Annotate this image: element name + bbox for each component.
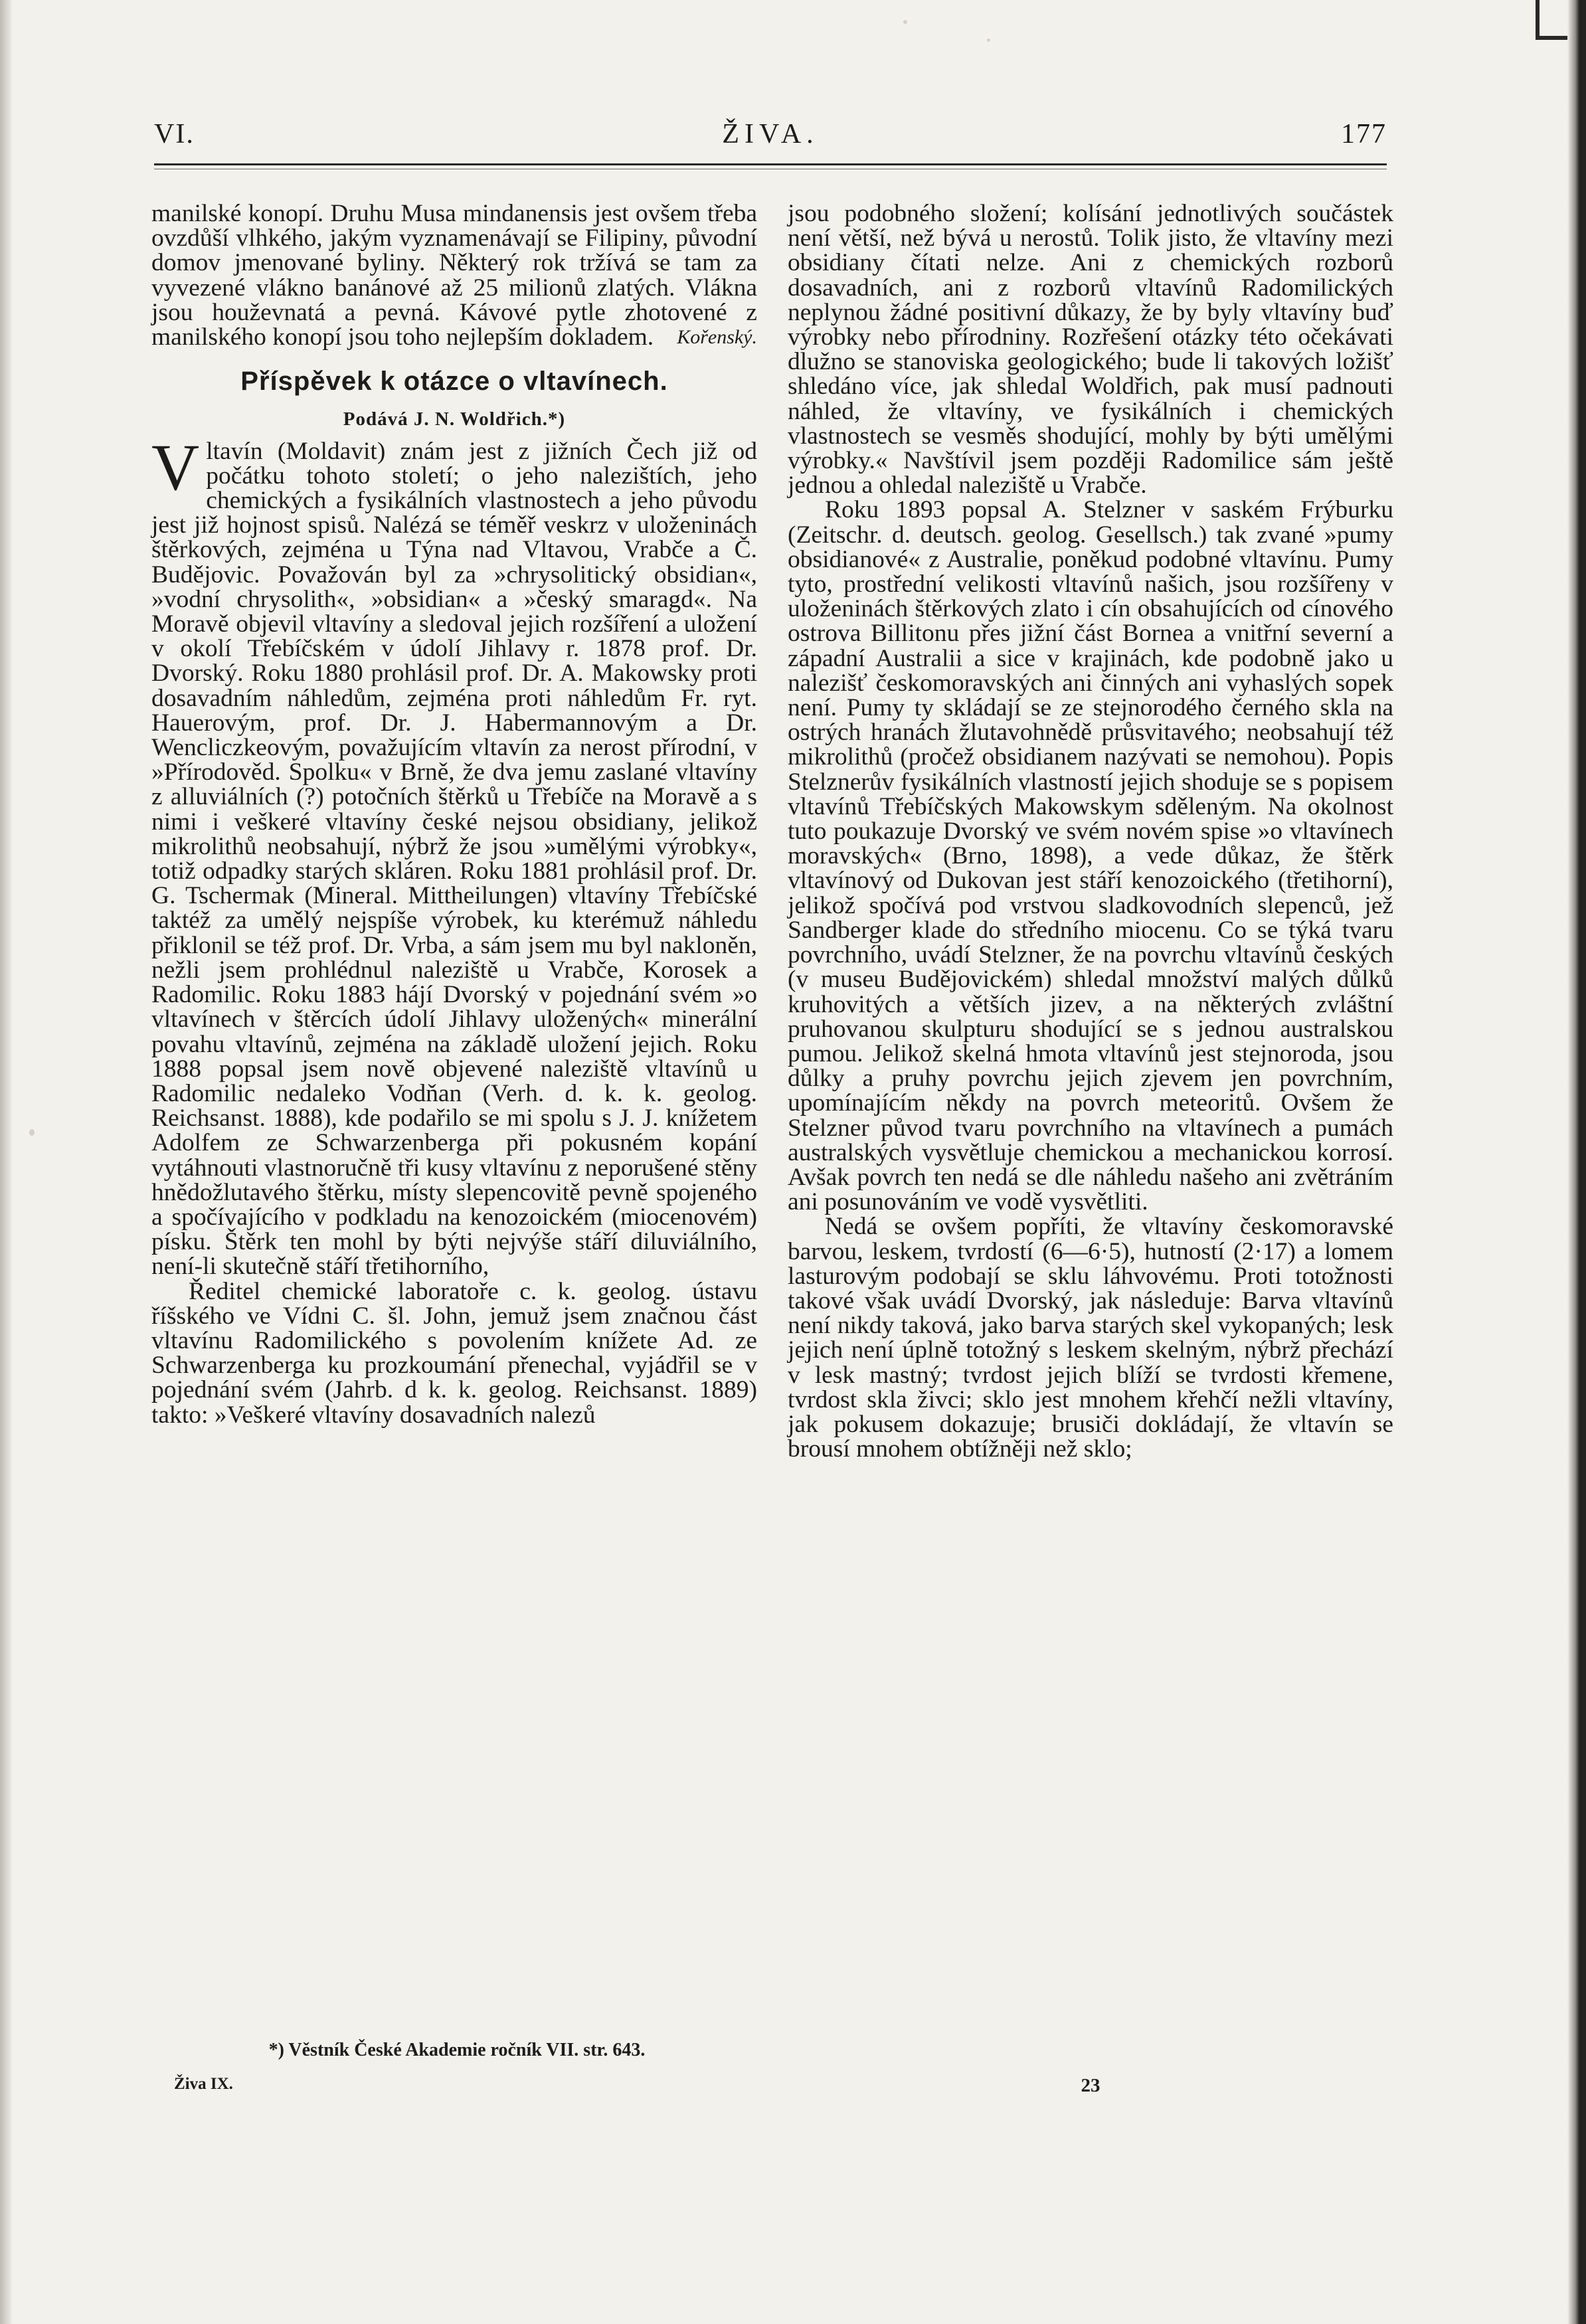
sheet-number: 23 xyxy=(1081,2075,1101,2096)
footnote: *) Věstník České Akademie ročník VII. str. 643. xyxy=(268,2040,646,2060)
foxing-spot xyxy=(29,1129,35,1136)
corner-crop-mark xyxy=(1536,0,1567,40)
scan-edge-right xyxy=(1567,0,1586,2324)
paragraph-3: jsou podobného složení; kolísání jednotlivých součástek není větší, než bývá u nerostů. Tolik jisto, že vltavíny mezi obsidiany čítati nelze. Ani z chemických rozborů dosavadních, ani z rozborů vltavínů Radomilických neplynou žádné positivní důkazy, že by byly vltavíny buď výrobky nebo přírodniny. Rozřešení otázky této očekávati dlužno se stanoviska geologického; bude li takových ložišť shledáno více, jak shledal Woldřich, pak musí padnouti náhled, že vltavíny, ve fysikálních i chemických vlastnostech se vesměs shodující, mohly by býti umělými výrobky.« Navštívil jsem později Radomilice sám ještě jednou a ohledal naleziště u Vrabče. xyxy=(788,200,1393,499)
running-header xyxy=(154,118,1387,158)
header-page-number: 177 xyxy=(1341,119,1387,149)
paragraph-intro-signature: Kořenský. xyxy=(677,326,757,349)
article-byline: Podává J. N. Woldřich.*) xyxy=(343,408,566,430)
printers-signature-mark: Živa IX. xyxy=(174,2075,233,2093)
paragraph-intro-text: manilské konopí. Druhu Musa mindanensis jest ovšem třeba ovzdůší vlhkého, jakým vyznamenávají se Filipiny, původní domov jmenované byliny. Některý rok tržívá se tam za vyvezené vlákno banánové až 25 milionů zlatých. Vlákna jsou houževnatá a pevná. Kávové pytle zhotovené z manilského konopí jsou toho nejlepším dokladem. xyxy=(151,200,757,351)
paragraph-1-text: ltavín (Moldavit) znám jest z jižních Čech již od počátku tohoto století; o jeho nalezištích, jeho chemických a fysikálních vlastnostech a jeho původu jest již hojnost spisů. Nalézá se téměř veskrz v uloženinách štěrkových, zejména u Týna nad Vltavou, Vrabče a Č. Budějovic. Považován byl za »chrysolitický obsidian«, »vodní chrysolith«, »obsidian« a »český smaragd«. Na Moravě objevil vltavíny a sledoval jejich rozšíření a uložení v okolí Třebíčském v údolí Jihlavy r. 1878 prof. Dr. Dvorský. Roku 1880 prohlásil prof. Dr. A. Makowsky proti dosavadním náhledům, zejména proti náhledům Fr. ryt. Hauerovým, prof. Dr. J. Habermannovým a Dr. Wencliczkeovým, považujícím vltavín za nerost přírodní, v »Přírodověd. Spolku« v Brně, že dva jemu zaslané vltavíny z alluviálních (?) potočních štěrků u Třebíče na Moravě a s nimi i veškeré vltavíny české nejsou obsidiany, jelikož mikrolithů neobsahují, nýbrž že jsou »umělými výrobky«, totiž odpadky starých skláren. Roku 1881 prohlásil prof. Dr. G. Tschermak (Mineral. Mittheilungen) vltavíny Třebíčské taktéž za umělý nejspíše výrobek, ku kterémuž náhledu přiklonil se též prof. Dr. Vrba, a sám jsem mu byl nakloněn, nežli jsem prohlédnul naleziště u Vrabče, Korosek a Radomilic. Roku 1883 hájí Dvorský v pojednání svém »o vltavínech v štěrcích údolí Jihlavy uložených« minerální povahu vltavínů, zejména na základě uložení jejich. Roku 1888 popsal jsem nově objevené naleziště vltavínů u Radomilic nedaleko Vodňan (Verh. d. k. k. geolog. Reichsanst. 1888), kde podařilo se mi spolu s J. J. knížetem Adolfem ze Schwarzenberga při pokusném kopání vytáhnouti vlastnoručně tři kusy vltavínu z neporušené stěny hnědožlutavého štěrku, místy slepencovitě pevně spojeného a spočívajícího v podkladu na kenozoickém (miocenovém) písku. Štěrk ten mohl by býti nejvýše stáří diluviálního, není-li skutečně stáří třetihorního, xyxy=(151,437,757,1281)
article-heading: Příspěvek k otázce o vltavínech. xyxy=(240,367,668,397)
paragraph-4: Roku 1893 popsal A. Stelzner v saském Frýburku (Zeitschr. d. deutsch. geolog. Gesellsch.) tak zvané »pumy obsidianové« z Australie, poněkud podobné vltavínu. Pumy tyto, prostřední velikosti vltavínů našich, jsou rozšířeny v uloženinách štěrkových zlato i cín obsahujících od cínového ostrova Billitonu přes jižní část Bornea a vnitřní severní a západní Australii a sice v krajinách, kde podobně jako u nalezišť českomoravských ani činných ani vyhaslých sopek není. Pumy ty skládají se ze stejnorodého černého skla na ostrých hranách žlutavohnědě průsvitavého; neobsahují též mikrolithů (pročež obsidianem nazývati se nemohou). Popis Stelznerův fysikálních vlastností jejich shoduje se s popisem vltavínů Třebíčských Makowskym sděleným. Na okolnost tuto poukazuje Dvorský ve svém novém spise »o vltavínech moravských« (Brno, 1898), a vede důkaz, že štěrk vltavínový od Dukovan jest stáří kenozoického (třetihorní), jelikož spočívá pod vrstvou sladkovodních slepenců, jež Sandberger klade do středního miocenu. Co se týká tvaru povrchního, uvádí Stelzner, že na povrchu vltavínů českých (v museu Budějovickém) shledal množství malých důlků kruhovitých a větších jizev, a na některých zvláštní pruhovanou skulpturu shodující se s jednou australskou pumou. Jelikož skelná hmota vltavínů jest stejnoroda, jsou důlky a pruhy povrchu jejich zjevem jen povrchním, upomínajícím někdy na povrch meteoritů. Ovšem že Stelzner původ tvaru povrchního na vltavínech a pumách australských vysvětluje chemickou a mechanickou korrosí. Avšak povrch ten nedá se dle náhledu našeho ani zvětráním ani posunováním ve vodě vysvětliti. xyxy=(788,496,1393,1216)
header-journal-title: ŽIVA. xyxy=(722,119,819,149)
left-column xyxy=(151,201,757,1427)
foxing-spot xyxy=(987,39,990,42)
drop-cap: V xyxy=(151,430,200,504)
paragraph-2: Ředitel chemické laboratoře c. k. geolog. ústavu říšského ve Vídni C. šl. John, jemuž jsem značnou část vltavínu Radomilického s povolením knížete Ad. ze Schwarzenberga ku prozkoumání přenechal, vyjádřil se v pojednání svém (Jahrb. d k. k. geolog. Reichsanst. 1889) takto: »Veškeré vltavíny dosavadních nalezů xyxy=(151,1277,757,1429)
paragraph-5: Nedá se ovšem popříti, že vltavíny českomoravské barvou, leskem, tvrdostí (6—6·5), hutností (2·17) a lomem lasturovým podobají se sklu láhvovému. Proti totožnosti takové však uvádí Dvorský, jak následuje: Barva vltavínů není nikdy taková, jako barva starých skel vykopaných; lesk jejich není úplně totožný s leskem skelným, nýbrž přechází v lesk mastný; tvrdost jejich blíží se tvrdosti křemene, tvrdost skla živci; sklo jest mnohem křehčí nežli vltavíny, jak pokusem dokazuje; brusiči dokládají, že vltavín se brousí mnohem obtížněji než sklo; xyxy=(788,1213,1393,1463)
paragraph-intro xyxy=(151,201,757,349)
header-rule xyxy=(154,163,1387,165)
header-volume: VI. xyxy=(154,119,195,149)
right-column xyxy=(788,201,1393,1461)
foxing-spot xyxy=(903,20,907,24)
paragraph-1 xyxy=(151,430,757,1281)
scan-edge-left xyxy=(0,0,12,2324)
